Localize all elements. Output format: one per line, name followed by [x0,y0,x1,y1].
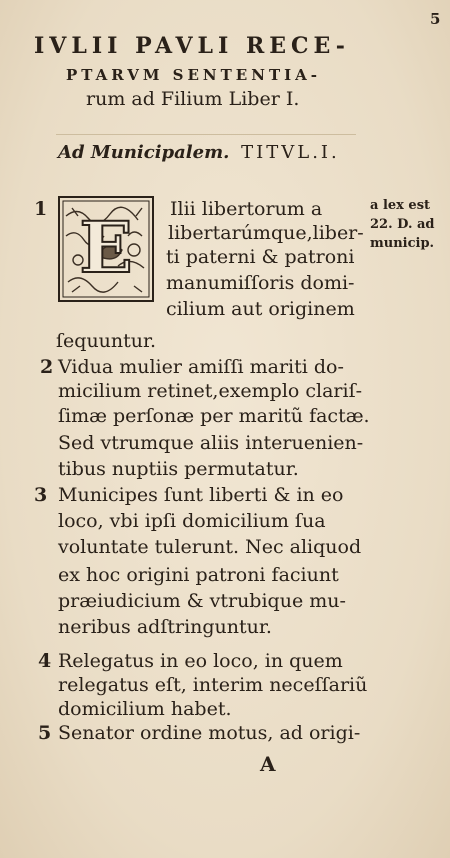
paragraph1-line1: Ilii libertorum a [170,198,323,220]
marginal-note-line3: municip. [370,236,435,251]
paragraph3-line6: neribus adſtringuntur. [58,616,272,638]
paragraph-number-5: 5 [38,722,52,744]
page-number: 5 [430,10,441,28]
running-title-line2: PTARVM SENTENTIA- [66,66,321,84]
paragraph4-line3: domicilium habet. [58,698,232,720]
paragraph2-line2: micilium retinet,exemplo clariſ- [58,380,363,402]
paragraph4-line2: relegatus eſt, interim neceſſariũ [58,674,368,696]
paragraph3-line5: præiudicium & vtrubique mu- [58,590,346,612]
paragraph3-line4: ex hoc origini patroni faciunt [58,564,339,586]
chapter-rubric: Ad Municipalem. [58,142,230,163]
paragraph4-line1: Relegatus in eo loco, in quem [58,650,343,672]
paragraph3-line1: Municipes ſunt liberti & in eo [58,484,344,506]
paragraph1-line5: cilium aut originem [166,298,355,320]
marginal-note [370,196,435,253]
paragraph2-line3: ſimæ perſonæ per maritũ factæ. [58,405,370,427]
paragraph1-line3: ti paterni & patroni [166,246,355,268]
chapter-titulus: TITVL.I. [241,142,340,163]
marginal-note-line1: a lex est [370,198,431,213]
paragraph-number-4: 4 [38,650,52,672]
marginal-note-line2: 22. D. ad [370,217,435,232]
paragraph3-line2: loco, vbi ipſi domicilium ſua [58,510,326,532]
paragraph1-line6: ſequuntur. [56,330,157,352]
paragraph-number-2: 2 [40,356,54,378]
paragraph2-line4: Sed vtrumque aliis interuenien- [58,432,364,454]
chapter-heading [58,142,340,163]
paragraph2-line5: tibus nuptiis permutatur. [58,458,299,480]
catchword: A [260,752,276,776]
paragraph3-line3: voluntate tulerunt. Nec aliquod [58,536,362,558]
paragraph-number-1: 1 [34,198,48,220]
running-title-line1: IVLII PAVLI RECE- [34,33,350,59]
paragraph2-line1: Vidua mulier amiſſi mariti do- [58,356,344,378]
initial-letter: E [79,206,133,289]
paragraph5-line1: Senator ordine motus, ad origi- [58,722,361,744]
title-divider [56,134,356,135]
running-title-line3: rum ad Filium Liber I. [86,88,300,110]
decorated-initial-e [58,196,154,302]
paragraph-number-3: 3 [34,484,48,506]
paragraph1-line4: manumiſſoris domi- [166,272,355,294]
paragraph1-line2: libertarúmque,liber- [168,222,364,244]
